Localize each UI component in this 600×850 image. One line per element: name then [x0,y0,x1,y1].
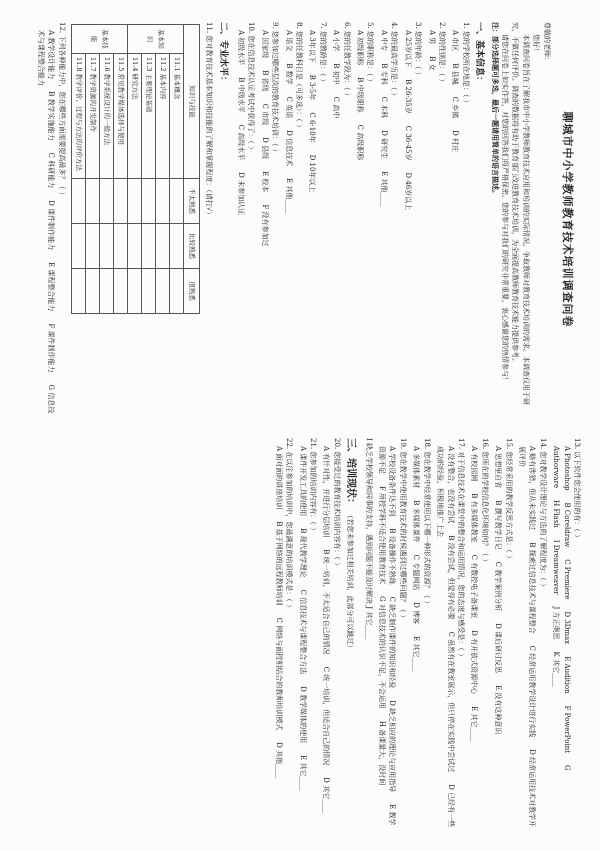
answer-option[interactable]: A 25岁以下 [403,30,412,68]
checkbox-cell[interactable] [141,269,155,314]
answer-option[interactable]: E 其他____ [379,171,388,207]
table-header: 比较熟悉 [183,224,199,269]
answer-option[interactable]: C 虽然有在教室展示，但只停在实践中尝试过 [446,631,455,773]
checkbox-cell[interactable] [141,179,155,224]
answer-option[interactable]: E 其它____ [298,755,307,791]
table-row [127,25,141,314]
question: 8. 您的任教科目是（可多选）：（ ） [295,22,304,132]
question: 10. 您在信息技术认证考试中获得了：（ ） [247,22,256,154]
answer-option[interactable]: D 3Dmax [562,611,571,645]
question-block [33,22,67,417]
option-row [379,30,389,417]
question: 11. 您对教育技术基本知识和技能的了解和掌握程度：（请打√） [205,22,214,219]
checkbox-cell[interactable] [99,179,113,224]
answer-option[interactable]: D 10年以上 [308,154,317,193]
answer-option[interactable]: A 没有整合，也没有尝试 [446,446,455,524]
answer-option[interactable]: B 设备操作不熟练 [388,528,397,585]
answer-option[interactable]: C Premiere [562,559,571,600]
question: 14. 您对教学设计理论与方法的了解程度为：（ ） [538,438,547,591]
note: 注：部分选择题可多选，最后一题请用简单的语言描述。 [490,22,500,197]
question: 19. 您在教学中使用教育技术的时候遇到过哪些问题？（ ） [398,438,407,622]
answer-option[interactable]: A 学校设备条件达不到 [388,446,397,517]
table-row [71,25,85,314]
checkbox-cell[interactable] [85,179,99,224]
answer-option[interactable]: C 网络与面授相结合的教师培训模式 [274,617,283,731]
question: 7. 您的教龄是：（ ） [318,22,327,86]
answer-option[interactable]: B Coreldraw [562,502,571,548]
checkbox-cell[interactable] [155,179,169,224]
intro-paragraph: 本调查问卷旨在了解我市中小学教师教育技术应用和培训的实际情况，争取教师对教育技术培训的需求。本调查仅用于研究，不做任何评价。调查的数据将有助于教育部门改进教育技术培训，为全面提高教师教育技术能力提供参考。 [511,22,530,405]
question: 15. 您经常采用的教学反思方式是：（ ） [504,438,513,563]
table-item: 11.2 基本内容 [155,54,169,179]
table-item: 11.6 教学系统设计的一般方法 [99,54,113,179]
answer-option[interactable]: B 基于网络的远程教师培训 [274,521,283,606]
answer-option[interactable]: D 课件制作能力 [47,200,56,251]
answer-option[interactable]: G 信息技术与课程整合能力 [37,30,56,414]
answer-option[interactable]: B 现代教学理论 [298,528,307,578]
checkbox-cell[interactable] [85,269,99,314]
answer-option[interactable]: E 教学资源不足 [378,446,397,826]
answer-option[interactable]: B 教学实施能力 [47,91,56,141]
answer-option[interactable]: C 本科 [379,96,388,119]
question: 21. 您参加的培训内容有：（ ） [309,438,318,535]
question: 9. 您参加过哪些层次的教育技术培训：（ ） [271,22,280,156]
answer-option[interactable]: J 方正奥思 [552,606,561,640]
answer-option[interactable]: B 探索过信息技术与课程整合 [528,542,537,634]
answer-option[interactable]: C 缺乏制作课件的知识和经验 [388,596,397,689]
checkbox-cell[interactable] [99,224,113,269]
question: 3. 您的年龄：（ ） [414,22,423,79]
table-header: 很熟悉 [183,269,199,314]
question-list [360,438,582,830]
option-row [331,30,341,417]
answer-option[interactable]: F PowerPoint [562,705,571,753]
checkbox-cell[interactable] [169,269,183,314]
answer-option[interactable]: B 中级水平 [237,77,246,113]
checkbox-cell[interactable] [99,269,113,314]
option-row [411,446,421,830]
answer-option[interactable]: E 其他____ [284,178,293,214]
question: 18. 您在教学中经常使用以下哪一种形式的资源？（ ） [422,438,431,608]
question: 22. 在以往参加的培训中，您最满意的培训模式是：（ ） [285,438,294,612]
table-row [141,25,155,314]
option-row [36,30,57,417]
answer-option[interactable]: C 6-10年 [308,112,317,143]
answer-option[interactable]: C 36-45岁 [403,125,412,161]
checkbox-cell[interactable] [155,269,169,314]
answer-option[interactable]: C 统一培训，但适合自己的情况 [322,666,331,766]
answer-option[interactable]: B 县城 [451,63,460,85]
answer-option[interactable]: A 课件开发工具的使用 [298,446,307,517]
answer-option[interactable]: A 小学 [332,30,341,52]
table-row [169,25,183,314]
section-heading [345,438,355,830]
question: 17. 对于信息技术在课堂中的整合和运用情况，您的态度与感受是：（ ） [456,438,465,661]
table-item: 11.1 基本概念 [169,54,183,179]
answer-option[interactable]: C 高级水平 [237,124,246,161]
table-item: 11.5 常见教学媒体选择与使用 [113,54,127,179]
table-item: 11.3 主要理论基础 [141,54,155,179]
question: I 缺乏学校领导和同事的支持，遇到问题不能及时解决 J 其它____ [364,438,373,640]
answer-option[interactable]: C 乡镇 [451,96,460,119]
answer-option[interactable]: B 中级职称 [356,77,365,113]
section-title: 三、培训现状： [345,438,357,508]
answer-option[interactable]: A 有校园网 [470,446,479,482]
answer-option[interactable]: C 高中 [332,96,341,119]
answer-option[interactable]: D 46岁以上 [403,172,412,211]
question: 2. 您的性别是：（ ） [437,22,446,86]
answer-option[interactable]: H 备课量大，没时间 [378,720,387,786]
answer-option[interactable]: F 课件制作能力 [47,323,56,373]
answer-option[interactable]: A 多媒体素材 [412,446,421,489]
answer-option[interactable]: A 中专 [379,30,388,52]
answer-option[interactable]: C 经常运用教学设计进行实践 [528,645,537,738]
answer-option[interactable]: D 信息技术 [284,130,293,167]
answer-option[interactable]: E 其它____ [470,706,479,742]
document-title: 聊城市中小学教师教育技术培训调查问卷 [561,111,574,328]
answer-option[interactable]: D 未参加认证 [237,172,246,216]
checkbox-cell[interactable] [127,179,141,224]
question: 12. 下列各种能力中，您在哪些方面需要提高最多？（ ） [57,22,66,199]
checkbox-cell[interactable] [71,269,85,314]
answer-option[interactable]: E 课程整合能力 [47,262,56,312]
answer-option[interactable]: A 男 [427,30,436,45]
table-category: 基本技能 [71,25,127,54]
option-row [551,446,572,830]
table-header: 知识与技能 [183,25,199,179]
answer-option[interactable]: C 专题网站 [412,554,421,591]
answer-option[interactable]: D 县级 [260,137,269,160]
answer-option[interactable]: D 有开放式资源中心 [470,630,479,695]
table-item: 11.4 研究方法 [127,54,141,179]
option-row [283,30,293,417]
answer-option[interactable]: A Photoshop [562,446,571,491]
table-header-row [183,25,199,314]
answer-option[interactable]: D 课后研讨反思 [494,623,503,674]
option-row [469,446,479,830]
question-list [233,22,471,417]
checkbox-cell[interactable] [113,224,127,269]
answer-option[interactable]: I Dreamweaver [552,539,561,595]
answer-option[interactable]: E 没有这种意识 [494,685,503,735]
answer-option[interactable]: D 缺乏相应的理论与应用指导 [388,700,397,793]
skills-table [71,24,200,314]
answer-option[interactable]: E 其它____ [412,636,421,672]
table-header: 不太熟悉 [183,179,199,224]
answer-option[interactable]: B 省级 [260,70,269,92]
answer-option[interactable]: H Flash [552,500,561,528]
answer-option[interactable]: C 教学案例分析 [494,561,503,612]
answer-option[interactable]: B 没有尝试，但觉得有必要 [446,535,455,620]
answer-option[interactable]: F 没有参加过 [260,204,269,247]
answer-option[interactable]: A 初级职称 [356,30,365,66]
table-row [155,25,169,314]
answer-option[interactable]: D 博客 [412,602,421,625]
section-heading: 二、专业水平： [217,22,228,86]
option-row [426,30,436,417]
answer-option[interactable]: G 对信息技术的认识不足，不会运用 [378,596,387,709]
hello: 您好！ [532,34,541,55]
section-hint: （若您未参加过相关培训，此部分可以跳过） [346,511,355,652]
answer-option[interactable]: A 略有涉猎，但从未实践过 [528,446,537,531]
option-row [307,30,317,417]
table-item: 11.7 教学资源的开发制作 [85,54,99,179]
option-row [517,446,538,830]
greeting: 尊敬的老师： [542,22,551,64]
answer-option[interactable]: B 3-5年 [308,74,317,101]
answer-option[interactable]: C 市级 [260,103,269,126]
spacer [514,438,517,830]
right-column [270,438,582,830]
question-list [270,438,341,830]
answer-option[interactable]: D 经常运用技术对教学开展评价 [517,446,537,828]
answer-option[interactable]: A 面对面的讲座培训 [274,446,283,510]
option-row [355,30,365,417]
answer-option[interactable]: D 教学媒体的使用 [298,686,307,744]
option-row [450,30,460,417]
question: 5. 您的职称是：（ ） [366,22,375,86]
answer-option[interactable]: D 其他____ [274,742,283,779]
answer-option[interactable]: F 所授学科不适合使用教育技术 [378,486,387,585]
table-row [113,25,127,314]
question: 20. 您接受过的教育技术培训内容有：（ ） [332,438,341,570]
checkbox-cell[interactable] [71,224,85,269]
checkbox-cell[interactable] [169,224,183,269]
question: 13. 以下软件您会使用的有：（ ） [573,438,581,542]
option-row [377,446,398,830]
checkbox-cell[interactable] [127,224,141,269]
answer-option[interactable]: A 初级水平 [237,30,246,66]
checkbox-cell[interactable] [71,179,85,224]
checkbox-cell[interactable] [85,224,99,269]
answer-option[interactable]: E 校本 [260,171,269,193]
answer-option[interactable]: B 26-35岁 [403,79,412,114]
question: 6. 您的任教学段为：（ ） [342,22,351,100]
answer-option[interactable]: G Authorware [552,446,571,771]
option-row [297,446,307,830]
table-item: 11.8 教学评价、过程与方法的评价方法 [71,54,85,179]
question: 16. 您所在的学校信息化环境如何？（ ） [480,438,489,566]
answer-option[interactable]: E Audition [562,656,571,694]
answer-option[interactable]: K 其它____ [552,651,561,687]
answer-option[interactable]: A 语文 [284,30,293,52]
answer-option[interactable]: B 数学 [284,63,293,85]
left-column [33,22,582,417]
answer-option[interactable]: A 市区 [451,30,460,52]
checkbox-cell[interactable] [169,179,183,224]
option-row [259,30,269,417]
answer-option[interactable]: D 研究生 [379,130,388,160]
answer-option[interactable]: B 专科 [379,63,388,85]
table-category: 基本知识 [127,25,183,54]
checkbox-cell[interactable] [113,179,127,224]
option-row [493,446,503,830]
answer-option[interactable]: B 初中 [332,63,341,85]
question: 4. 您的最高学历是：（ ） [390,22,399,100]
answer-option[interactable]: A 有针对性，并进行分层培训 [322,446,331,538]
option-row [321,446,331,830]
checkbox-cell[interactable] [141,224,155,269]
answer-option[interactable]: A 思想里自省 [494,446,503,489]
answer-option[interactable]: C 有数控电子备课室 [470,554,479,619]
answer-option[interactable]: B 有多媒体教室 [470,493,479,543]
answer-option[interactable]: D 其它____ [322,777,331,814]
option-row [435,446,456,830]
answer-option[interactable]: D 已经有一些成功的经验，积极地推广上去 [436,446,455,828]
answer-option[interactable]: C 英语 [284,96,293,119]
question: 1. 您的学校所在地是：（ ） [461,22,470,107]
answer-option[interactable]: B 多媒体课件 [412,500,421,543]
answer-option[interactable]: B 女 [427,56,436,71]
option-row [236,30,246,417]
answer-option[interactable]: D 村庄 [451,130,460,153]
answer-option[interactable]: A 3年以下 [308,30,317,63]
answer-option[interactable]: C 高级职称 [356,124,365,161]
table-row [99,25,113,314]
answer-option[interactable]: C 科研能力 [47,152,56,189]
section-heading: 一、基本信息： [474,22,485,86]
option-row [273,446,283,830]
intro-paragraph: 请您在问卷上如实作答，对您的回答我们将严格保密。您的参与对我们的研究非常重要，衷心感谢您的热情参与！ [500,34,509,384]
checkbox-cell[interactable] [113,269,127,314]
option-row [402,30,412,417]
answer-option[interactable]: C 信息技术与课程整合方法 [298,589,307,675]
table-row [85,25,99,314]
answer-option[interactable]: A 国家级 [260,30,269,59]
answer-option[interactable]: A 教学设计能力 [47,30,56,80]
answer-option[interactable]: B 统一培训，不太适合自己的情况 [322,549,331,655]
answer-option[interactable]: B 撰写教学日记 [494,500,503,550]
checkbox-cell[interactable] [155,224,169,269]
checkbox-cell[interactable] [127,269,141,314]
